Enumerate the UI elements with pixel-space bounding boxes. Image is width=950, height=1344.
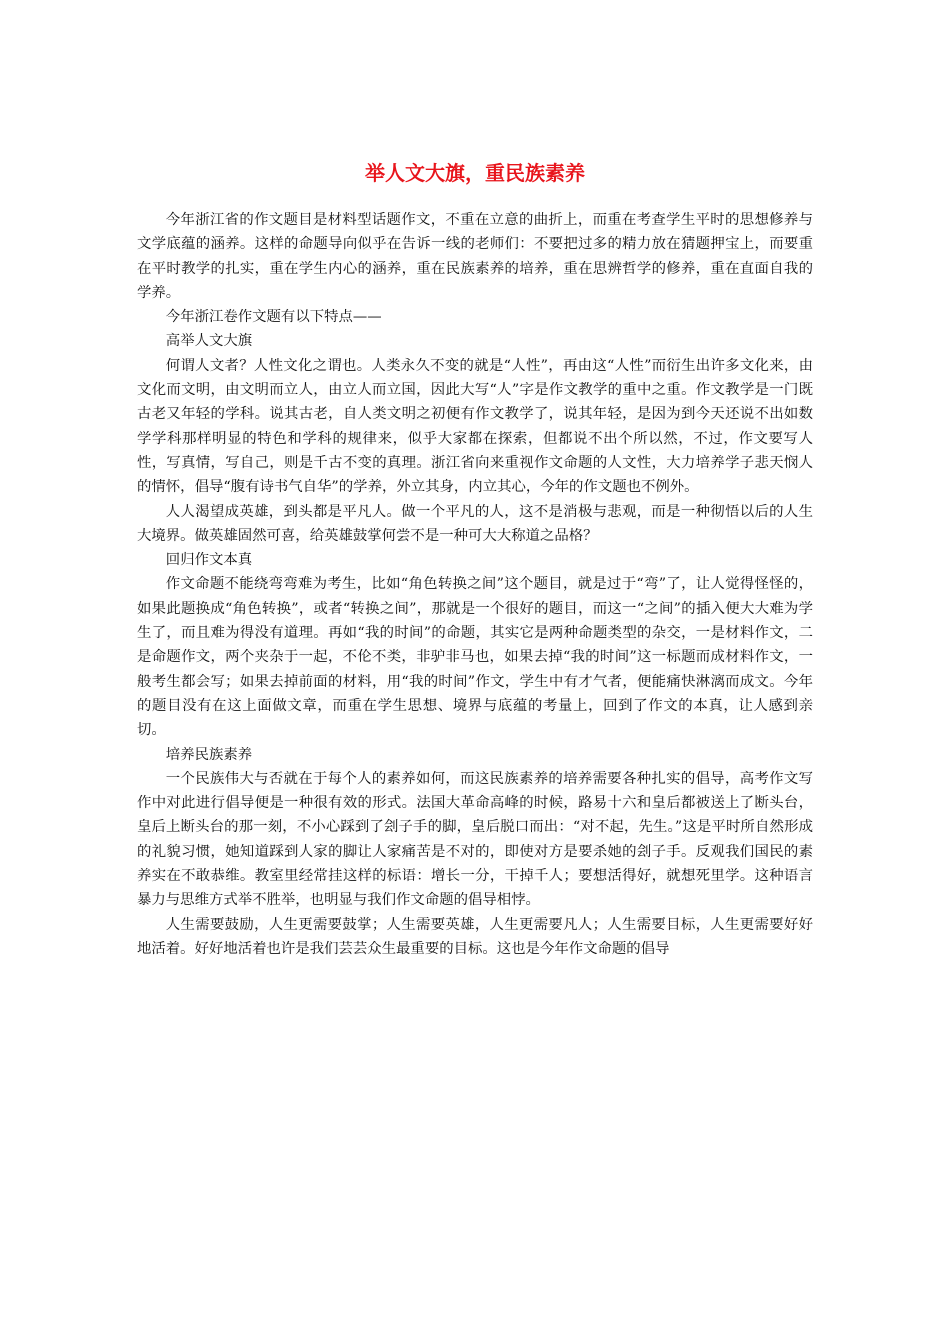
- paragraph-features-lead: 今年浙江卷作文题有以下特点——: [165, 309, 382, 326]
- paragraph-humanities: 何谓人文者？人性文化之谓也。人类永久不变的就是“人性”，再由这“人性”而衍生出许多文化来，由文化而文明，由文明而立人，由立人而立国，因此大写“人”字是作文教学的重中之重。作文教学是一门既古老又年轻的学科。说其古老，自人类文明之初便有作文教学了，说其年轻，是因为到今天还说不出如数学学科那样明显的特色和学科的规律来，似乎大家都在探索，但都说不出个所以然，不过，作文要写人性，写真情，写自己，则是千古不变的真理。浙江省向来重视作文命题的人文性，大力培养学子悲天悯人的情怀，倡导“腹有诗书气自华”的学养，外立其身，内立其心，今年的作文题也不例外。: [137, 357, 813, 496]
- paragraph-intro: 今年浙江省的作文题目是材料型话题作文，不重在立意的曲折上，而重在考查学生平时的思想修养与文学底蕴的涵养。这样的命题导向似乎在告诉一线的老师们：不要把过多的精力放在猜题押宝上，而要重在平时教学的扎实，重在学生内心的涵养，重在民族素养的培养，重在思辨哲学的修养，重在直面自我的学养。: [137, 212, 813, 301]
- paragraph-conclusion: 人生需要鼓励，人生更需要鼓掌；人生需要英雄，人生更需要凡人；人生需要目标，人生更需要好好地活着。好好地活着也许是我们芸芸众生最重要的目标。这也是今年作文命题的倡导: [137, 916, 813, 957]
- document-body: [137, 208, 813, 961]
- document-title: 举人文大旗，重民族素养: [365, 161, 585, 185]
- paragraph-return: 作文命题不能绕弯弯难为考生，比如“角色转换之间”这个题目，就是过于“弯”了，让人觉得怪怪的，如果此题换成“角色转换”，或者“转换之间”，那就是一个很好的题目，而这一“之间”的插入便大大难为学生了，而且难为得没有道理。再如“我的时间”的命题，其实它是两种命题类型的杂交，一是材料作文，二是命题作文，两个夹杂于一起，不伦不类，非驴非马也，如果去掉“我的时间”这一标题而成材料作文，一般考生都会写；如果去掉前面的材料，用“我的时间”作文，学生中有才气者，便能痛快淋漓而成文。今年的题目没有在这上面做文章，而重在学生思想、境界与底蕴的考量上，回到了作文的本真，让人感到亲切。: [137, 576, 813, 739]
- section-heading-return: 回归作文本真: [165, 552, 253, 569]
- section-heading-humanities: 高举人文大旗: [165, 333, 253, 350]
- section-heading-national: 培养民族素养: [165, 746, 253, 763]
- paragraph-ordinary-people: 人人渴望成英雄，到头都是平凡人。做一个平凡的人，这不是消极与悲观，而是一种彻悟以后的人生大境界。做英雄固然可喜，给英雄鼓掌何尝不是一种可大大称道之品格？: [137, 503, 813, 544]
- paragraph-national: 一个民族伟大与否就在于每个人的素养如何，而这民族素养的培养需要各种扎实的倡导，高考作文写作中对此进行倡导便是一种很有效的形式。法国大革命高峰的时候，路易十六和皇后都被送上了断头台，皇后上断头台的那一刻，不小心踩到了刽子手的脚，皇后脱口而出：“对不起，先生。”这是平时所自然形成的礼貌习惯，她知道踩到人家的脚让人家痛苦是不对的，即使对方是要杀她的刽子手。反观我们国民的素养实在不敢恭维。教室里经常挂这样的标语：增长一分，干掉千人；要想活得好，就想死里学。这种语言暴力与思维方式举不胜举，也明显与我们作文命题的倡导相悖。: [137, 770, 813, 909]
